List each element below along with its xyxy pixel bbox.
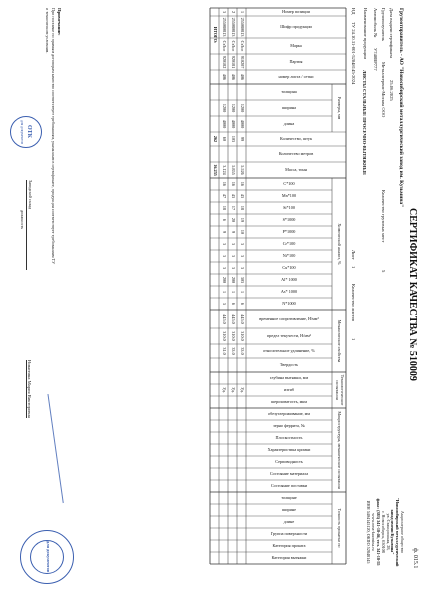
company-line: завод имени Кузьмина" [390,509,396,555]
doc-code: ф. 015.1 [412,548,418,569]
table-cell: 3 [230,242,236,246]
cert-date: 25.06.2025 [389,80,394,101]
company-line: г. Новосибирск, 630108 [380,511,386,553]
table-cell: 5.855 [230,165,236,175]
table-cell: 920181 [230,55,236,69]
table-cell: 18 [221,205,227,211]
table-cell: 18 [239,205,245,211]
table-cell: 6 [230,302,236,306]
table-cell: СтЗсп [239,40,245,52]
table-cell: 4000 [230,119,236,129]
table-cell: 1 [230,290,236,294]
table-cell: 60 [221,136,227,142]
column-header: длина [283,120,295,126]
car-number: У748ВР777 [373,48,378,71]
table-cell: 406 [221,73,227,81]
column-header: глубина вытяжки, мм [269,374,309,380]
table-cell [237,372,246,384]
deputy-sub: должность [20,210,25,230]
group-header-tolerance: Точность прокатки по [337,508,343,548]
company-line: ул. Станционная, 28, [385,513,391,551]
table-cell: 445.0 [239,314,245,324]
table-cell: 6 [239,302,245,306]
group-header-micro: Микроструктура, механические испытания [337,411,343,489]
column-header: As* 1000 [280,288,298,294]
sheets-total-label: Количество листов [351,284,356,322]
table-cell: 3 [230,254,236,258]
consignee-label: Грузополучатель [381,8,386,41]
table-cell: 17 [230,205,236,211]
column-header: Mn*100 [281,192,297,198]
signer-name: Никитина Мария Викторовна [27,360,32,418]
column-header: изгиб [284,386,294,392]
cert-date-label: Дата выдачи сертификата [389,8,394,59]
group-header-sizes: Размеры, мм [337,96,343,120]
table-cell: 1200 [230,103,236,113]
group-header-chem: Химический анализ, % [337,223,343,265]
table-cell: 99 [239,136,245,142]
table-cell: 200 [230,276,236,284]
table-cell [237,84,246,100]
column-header: S*1000 [282,216,296,222]
table-cell: Уд. [230,387,236,393]
table-cell: 3 [239,266,245,270]
sheet-label: Лист [351,250,356,260]
deputy-label: Заводской склад [26,180,32,270]
column-header: Состояние материала [269,470,309,476]
company-line: Акционерное общество [400,510,405,554]
table-cell: 103 [230,135,236,143]
table-cell [219,84,228,100]
table-cell: 16 [221,181,227,187]
column-header: Масса, тонн [285,166,307,172]
table-cell [228,358,237,372]
total-label: ИТОГО: [212,26,218,44]
column-header: толщине [281,494,297,500]
table-cell: 255080813 [221,17,227,37]
sheets-total-value: 1 [351,338,356,341]
column-header: Категория вытяжки [271,554,307,560]
column-header: P*1000 [282,228,296,234]
table-cell: 3 [230,266,236,270]
notes-line: и техническим условиям. [45,8,50,54]
standard: ТУ 24.10.31-001-52848145-2024 [351,22,356,85]
table-cell: СтЗсп [230,40,236,52]
table-cell: 406 [239,73,245,81]
table-cell: СтЗсп [221,40,227,52]
otk-label: ОТК [26,125,32,139]
table-cell [219,146,228,162]
column-header: Количество, штук [280,135,312,141]
total-mass: 16.255 [212,164,218,176]
column-header: N*1000 [282,300,296,306]
table-cell: 16 [239,181,245,187]
column-header: зерно феррита, № [273,422,305,428]
otk-stamp [10,116,42,148]
group-header-tech: Технологические испытания [335,374,345,406]
column-header: Al* 1000 [281,276,297,282]
table-cell [219,358,228,372]
table-cell: 255080813 [230,17,236,37]
column-header: толщина [281,88,297,94]
table-cell: 3 [221,254,227,258]
table-cell: 20 [230,217,236,223]
otk-sub: для документов [20,120,24,145]
table-cell: 3 [239,254,245,258]
column-header: Ni*100 [282,252,296,258]
table-cell: 1200 [239,103,245,113]
table-cell [237,396,246,408]
column-header: Серповидность [275,458,303,464]
table-cell: 33.0 [239,347,245,355]
group-header-mech: Механические свойства [337,319,343,363]
table-cell: 4000 [239,119,245,129]
table-cell [228,372,237,384]
product-name: ЛИСТЫ СТАЛЬНЫЕ ПРОСЕЧНО-ВЫТЯЖНЫЕ [362,70,367,176]
table-cell: 1 [221,290,227,294]
sheet-value: 1 [351,266,356,269]
table-cell: 47 [221,193,227,199]
company-line: ИНН 5404145120, ОКПО 52848145 [366,500,372,564]
column-header: Твердость [279,361,299,367]
column-header: Характеристика кромки [267,446,311,452]
column-header: Cr*100 [282,240,296,246]
column-header: Партия [289,58,303,64]
column-header: Плоскостность [275,434,303,440]
table-cell: 16 [230,181,236,187]
table-cell: 200 [221,276,227,284]
table-cell: 3.124 [221,165,227,175]
table-cell: 43 [230,193,236,199]
car-label: Автомобиль № [373,8,378,38]
notes-line: При поставке по прямым договорам качество соответствует требованиям, указанным в сертификате, продукция соответствует требованиям ТУ [51,8,56,265]
table-cell: 3 [221,242,227,246]
standard-label: НД [351,8,356,15]
column-header: временное сопротивление, Н/мм² [259,315,319,321]
table-cell: 406 [230,73,236,81]
column-header: относительное удлинение, % [263,347,315,353]
table-cell: 3 [221,266,227,270]
product-label: Наименование продукции [363,8,368,59]
column-header: ширине [282,506,296,512]
table-cell: 1200 [221,103,227,113]
table-cell [228,396,237,408]
table-cell: 1 [239,10,245,14]
column-header: Cu*100 [282,264,296,270]
table-cell: Уд. [239,387,245,393]
table-cell: 33.0 [230,347,236,355]
table-cell: 910207 [239,55,245,69]
table-cell: 445.0 [221,314,227,324]
table-cell: 1 [239,290,245,294]
table-cell: 6 [221,218,227,222]
table-cell: 3 [221,10,227,14]
table-cell: 3 [239,242,245,246]
stamp-text: для документов [46,541,51,573]
column-header: Количество метров [278,150,314,156]
column-header: Марка [290,42,302,48]
table-cell: 2 [230,10,236,14]
places-label: Количество грузовых мест [381,190,386,243]
table-cell: 5 [221,302,227,306]
table-cell: 4000 [221,119,227,129]
table-cell: 31.0 [221,347,227,355]
consignee: Металлсервис-Москва ООО [381,62,386,118]
table-cell: 255080813 [239,17,245,37]
company-block [366,470,404,594]
column-header: обезуглероживание, мм [268,410,310,416]
table-cell: 5.526 [239,165,245,175]
table-cell: 920182 [221,55,227,69]
column-header: Категория проката [272,542,306,548]
certificate-title: СЕРТИФИКАТ КАЧЕСТВА № 510009 [407,208,418,381]
column-header: Номер позиции [282,8,310,14]
company-stamp [20,530,74,584]
column-header: C*100 [283,180,295,186]
column-header: длине [283,518,295,524]
column-header: Состояние поставки [270,482,308,488]
table-cell [237,146,246,162]
table-cell [219,396,228,408]
places-value: 5 [381,270,386,273]
table-cell [219,372,228,384]
table-cell [228,84,237,100]
table-cell: 10 [239,229,245,235]
table-cell: 310.0 [239,331,245,341]
table-cell: 43 [239,193,245,199]
table-cell: 303 [239,276,245,284]
column-header: шероховатость, мкм [271,398,307,404]
table-cell [228,146,237,162]
company-line: "Новосибирский металлургический [395,497,401,567]
column-header: ширина [282,104,296,110]
table-cell: 310.0 [221,331,227,341]
table-cell: 310.0 [230,331,236,341]
company-line: www.nmz-kuzmina.ru [371,513,377,551]
column-header: номер листа / сетки [278,73,314,79]
table-cell [237,358,246,372]
table-cell: 19 [239,217,245,223]
company-line: факс: (383) 341-18-46, тел. 341-18-55 [376,498,382,566]
column-header: Группа поверхности [270,530,308,536]
table-cell: 445.0 [230,314,236,324]
table-cell: 9 [230,230,236,234]
column-header: Si*100 [283,204,295,210]
table-cell: Уд. [221,387,227,393]
producer: Грузоотправитель - АО "Новосибирский металлургический завод им. Кузьмина" [398,8,404,208]
column-header: предел текучести, Н/мм² [267,332,311,338]
notes-label: Примечание: [57,8,62,36]
total-qty: 262 [212,135,218,143]
column-header: Шифр продукции [280,23,312,29]
table-cell: 9 [221,230,227,234]
